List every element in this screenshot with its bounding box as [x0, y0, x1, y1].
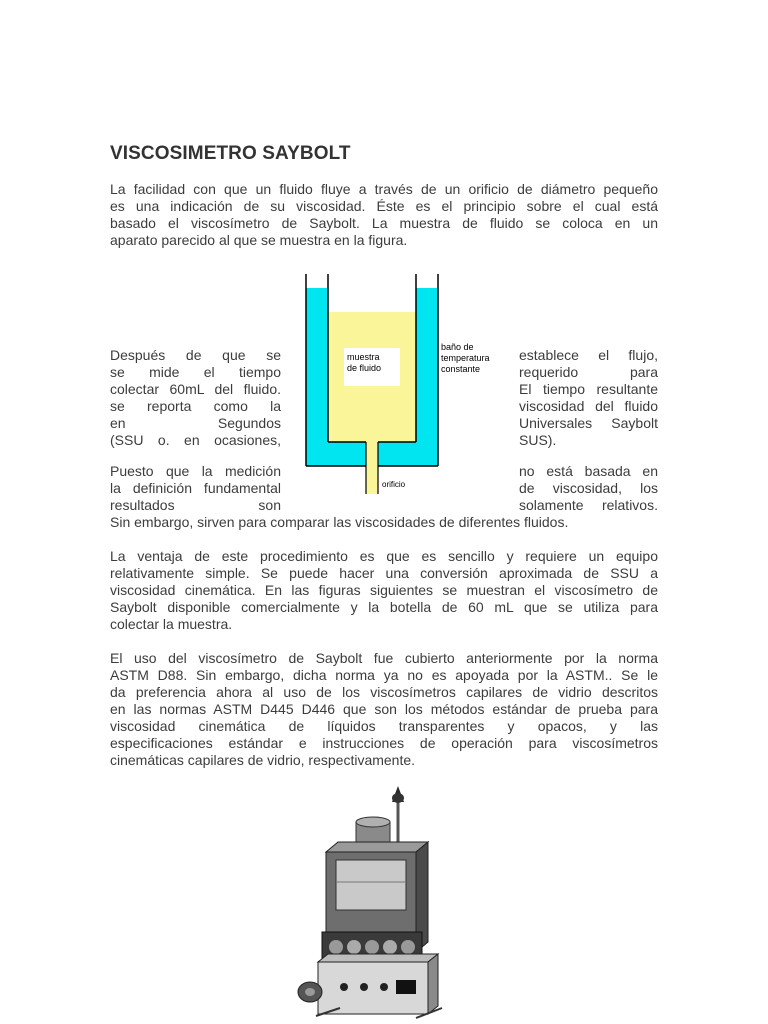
text-line: Universales Saybolt — [519, 415, 658, 431]
text-line: especificaciones estándar e instrucciones de operación para viscosímetros — [110, 735, 658, 751]
sample-label-line2: de fluido — [347, 363, 382, 373]
text-line: se reporta como la — [110, 398, 281, 414]
text-line: requerido para — [519, 364, 658, 380]
text-line: basado el viscosímetro de Saybolt. La muestra de fluido se coloca en un — [110, 215, 658, 231]
paragraph3-right — [519, 463, 658, 514]
text-line: establece el flujo, — [519, 347, 658, 363]
text-line: es una indicación de su viscosidad. Éste es el principio sobre el cual está — [110, 198, 658, 214]
saybolt-diagram — [290, 270, 442, 502]
bath-label-line: baño de — [441, 342, 474, 352]
paragraph2-left — [110, 347, 281, 449]
sample-label-line1: muestra — [347, 352, 380, 362]
text-line: ASTM D88. Sin embargo, dicha norma ya no es apoyada por la ASTM.. Se le — [110, 667, 658, 683]
text-line: resultados son — [110, 497, 281, 513]
text-line: La ventaja de este procedimiento es que es sencillo y requiere un equipo — [110, 548, 658, 564]
text-line: Puesto que la medición — [110, 463, 281, 479]
paragraph3-left — [110, 463, 281, 514]
text-line: colectar la muestra. — [110, 616, 233, 632]
intro-paragraph — [110, 181, 658, 249]
page-title: VISCOSIMETRO SAYBOLT — [110, 143, 351, 164]
paragraph5 — [110, 650, 658, 769]
text-line: Después de que se — [110, 347, 281, 363]
text-line: viscosidad cinemática de líquidos transparentes y opacos, y las — [110, 718, 658, 734]
text-line: El uso del viscosímetro de Saybolt fue cubierto anteriormente por la norma — [110, 650, 658, 666]
text-line: (SSU o. en ocasiones, — [110, 432, 281, 448]
text-line: El tiempo resultante — [519, 381, 658, 397]
text-line: colectar 60mL del fluido. — [110, 381, 281, 397]
bath-label-line: temperatura — [441, 353, 490, 363]
bath-label — [441, 342, 511, 375]
paragraph2-right — [519, 347, 658, 449]
orifice-label: orificio — [382, 480, 406, 489]
text-line: cinemáticas capilares de vidrio, respectivamente. — [110, 752, 416, 768]
text-line: relativamente simple. Se puede hacer una conversión aproximada de SSU a — [110, 565, 658, 581]
text-line: viscosidad del fluido — [519, 398, 658, 414]
paragraph3-last-line: Sin embargo, sirven para comparar las viscosidades de diferentes fluidos. — [110, 514, 569, 530]
bath-label-line: constante — [441, 364, 481, 374]
text-line: no está basada en — [519, 463, 658, 479]
text-line: La facilidad con que un fluido fluye a través de un orificio de diámetro pequeño — [110, 181, 658, 197]
text-line: en las normas ASTM D445 D446 que son los métodos estándar de prueba para — [110, 701, 658, 717]
text-line: viscosidad cinemática. En las figuras siguientes se muestran el viscosímetro de — [110, 582, 658, 598]
text-line: da preferencia ahora al uso de los viscosímetros capilares de vidrio descritos — [110, 684, 658, 700]
text-line: se mide el tiempo — [110, 364, 281, 380]
text-line: en Segundos — [110, 415, 281, 431]
text-line: de viscosidad, los — [519, 480, 658, 496]
paragraph4 — [110, 548, 658, 633]
text-line: SUS). — [519, 432, 557, 448]
saybolt-apparatus-photo — [296, 782, 446, 1022]
text-line: Saybolt disponible comercialmente y la botella de 60 mL que se utiliza para — [110, 599, 658, 615]
orifice-tube — [366, 442, 378, 494]
text-line: aparato parecido al que se muestra en la figura. — [110, 232, 408, 248]
text-line: la definición fundamental — [110, 480, 281, 496]
text-line: solamente relativos. — [519, 497, 658, 513]
